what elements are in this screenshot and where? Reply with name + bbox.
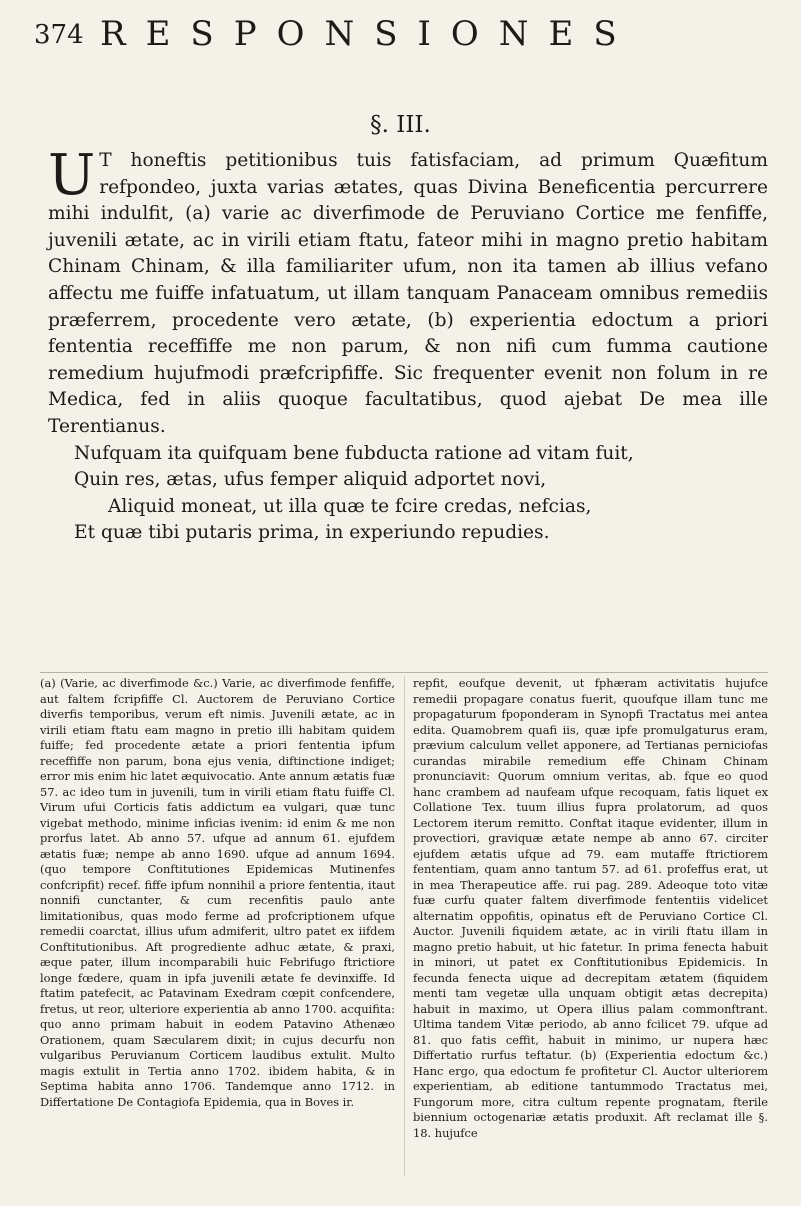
running-head: RESPONSIONES	[100, 14, 637, 54]
footnote-column-right	[413, 676, 768, 1141]
verse-line: Et quæ tibi putaris prima, in experiundo repudies.	[74, 522, 550, 544]
terence-verse	[48, 441, 768, 547]
verse-line: Quin res, ætas, ufus femper aliquid adportet novi,	[74, 469, 547, 491]
footnote-column-left	[40, 676, 395, 1110]
main-text	[48, 143, 768, 547]
drop-cap: U	[48, 143, 96, 208]
column-gutter	[404, 676, 405, 1176]
main-paragraph	[48, 143, 768, 441]
verse-line: Nufquam ita quifquam bene fubducta ratione ad vitam fuit,	[74, 442, 634, 464]
section-heading: §. III.	[370, 112, 431, 138]
footnote-a: (a) (Varie, ac diverfimode &c.) Varie, ac diverfimode fenfiffe, aut faltem fcripfiffe Cl. Auctorem de Peruviano Cortice diverfis temporibus, verum eft nimis. Juvenili ætate, ac in virili etiam ftatu eam magno in pretio illi habitam quidem fuiffe; fed procedente ætate a priori fententia ipfum receffiffe non parum, bona ejus venia, diftinctione indiget; error mis enim hic latet æquivocatio. Ante annum ætatis fuæ 57. ac ideo tum in juvenili, tum in virili etiam ftatu fuiffe Cl. Virum ufui Corticis fatis addictum ea vulgari, quæ tunc vigebat methodo, minime inficias ivenim: id enim & me non prorfus latet. Ab anno 57. ufque ad annum 61. ejufdem ætatis fuæ; nempe ab anno 1690. ufque ad annum 1694. (quo tempore Conftitutiones Epidemicas Mutinenfes confcripfit) recef. fiffe ipfum nonnihil a priore fententia, itaut nonnifi cunctanter, & cum recenfitis paulo ante limitationibus, quas modo ferme ad profcriptionem ufque remedii coarctat, illius ufum admiferit, ultro patet ex iifdem Conftitutionibus. Aft progrediente adhuc ætate, & praxi, æque pater, illum incomparabili huic Febrifugo ftrictiore longe fœdere, quam in ipfa juvenili ætate fe devinxiffe. Id ftatim patefecit, ac Patavinam Exedram cœpit confcendere, fretus, ut reor, ulteriore experientia ab anno 1700. acquifita: quo anno primam habuit in eodem Patavino Athenæo Orationem, quam Sæcularem dixit; in cujus decurfu non vulgaribus Peruvianum Corticem laudibus extulit. Multo magis extulit in Tertia anno 1702. ibidem habita, & in Septima habita anno 1706. Tandemque anno 1712. in Differtatione De Contagiofa Epidemia, qua in Boves ir.	[40, 676, 395, 1109]
verse-line: Aliquid moneat, ut illa quæ te fcire credas, nefcias,	[108, 495, 592, 517]
page-number: 374	[34, 20, 84, 50]
footnote-continuation: repfit, eoufque devenit, ut fphæram activitatis hujufce remedii propagare conatus fuerit, quoufque illam tunc me propagaturum fpoponderam in Synopfi Tractatus mei antea edita. Quamobrem quafi iis, quæ ipfe promulgaturus eram, prævium calculum vellet apponere, ad Tertianas perniciofas curandas mirabile remedium effe Chinam Chinam pronunciavit: Quorum omnium veritas, ab. fque eo quod hanc crambem ad naufeam ufque recoquam, fatis liquet ex Collatione Tex. tuum illius fupra prolatorum, ad quos Lectorem iterum remitto. Conftat itaque evidenter, illum in provectiori, graviquæ ætate nempe ab anno 67. circiter ejufdem ætatis ufque ad 79. eam mutaffe ftrictiorem fententiam, quam anno tantum 57. ad 61. profeffus erat, ut in mea Therapeutice affe. rui pag. 289. Adeoque toto vitæ fuæ curfu quater faltem diverfimode fententiis videlicet alternatim oppofitis, opinatus eft de Peruviano Cortice Cl. Auctor. Juvenili fiquidem ætate, ac in virili ftatu illam in magno pretio habuit, ut hic fatetur. In prima fenecta habuit in minori, ut patet ex Conftitutionibus Epidemicis. In fecunda fenecta uique ad decrepitam ætatem (fiquidem menti tam vegetæ ulla unquam obtigit ætas decrepita) habuit in maximo, ut Opera illius palam commonftrant. Ultima tandem Vitæ periodo, ab anno fcilicet 79. ufque ad 81. quo fatis ceffit, habuit in minimo, ur nupera hæc Differtatio rurfus teftatur. (b) (Experientia edoctum &c.) Hanc ergo, qua edoctum fe profitetur Cl. Auctor ulteriorem experientiam, ab editione tantummodo Tractatus mei, Fungorum more, citra cultum repente prognatam, fterile biennium octogenariæ ætatis produxit. Aft reclamat ille §. 18. hujufce	[413, 676, 768, 1140]
footnote-rule	[40, 672, 768, 673]
main-paragraph-text: T honeftis petitionibus tuis fatisfaciam, ad primum Quæfitum refpondeo, juxta varias ætates, quas Divina Beneficentia percurrere mihi indulfit, (a) varie ac diverfimode de Peruviano Cortice me fenfiffe, juvenili ætate, ac in virili etiam ftatu, fateor mihi in magno pretio habitam Chinam Chinam, & illa familiariter ufum, non ita tamen ab illius vefano affectu me fuiffe infatuatum, ut illam tanquam Panaceam omnibus remediis præferrem, procedente vero ætate, (b) experientia edoctum a priori fententia receffiffe me non parum, & non nifi cum fumma cautione remedium hujufmodi præfcripfiffe. Sic frequenter evenit non folum in re Medica, fed in aliis quoque facultatibus, quod ajebat De mea ille Terentianus.	[48, 150, 768, 437]
